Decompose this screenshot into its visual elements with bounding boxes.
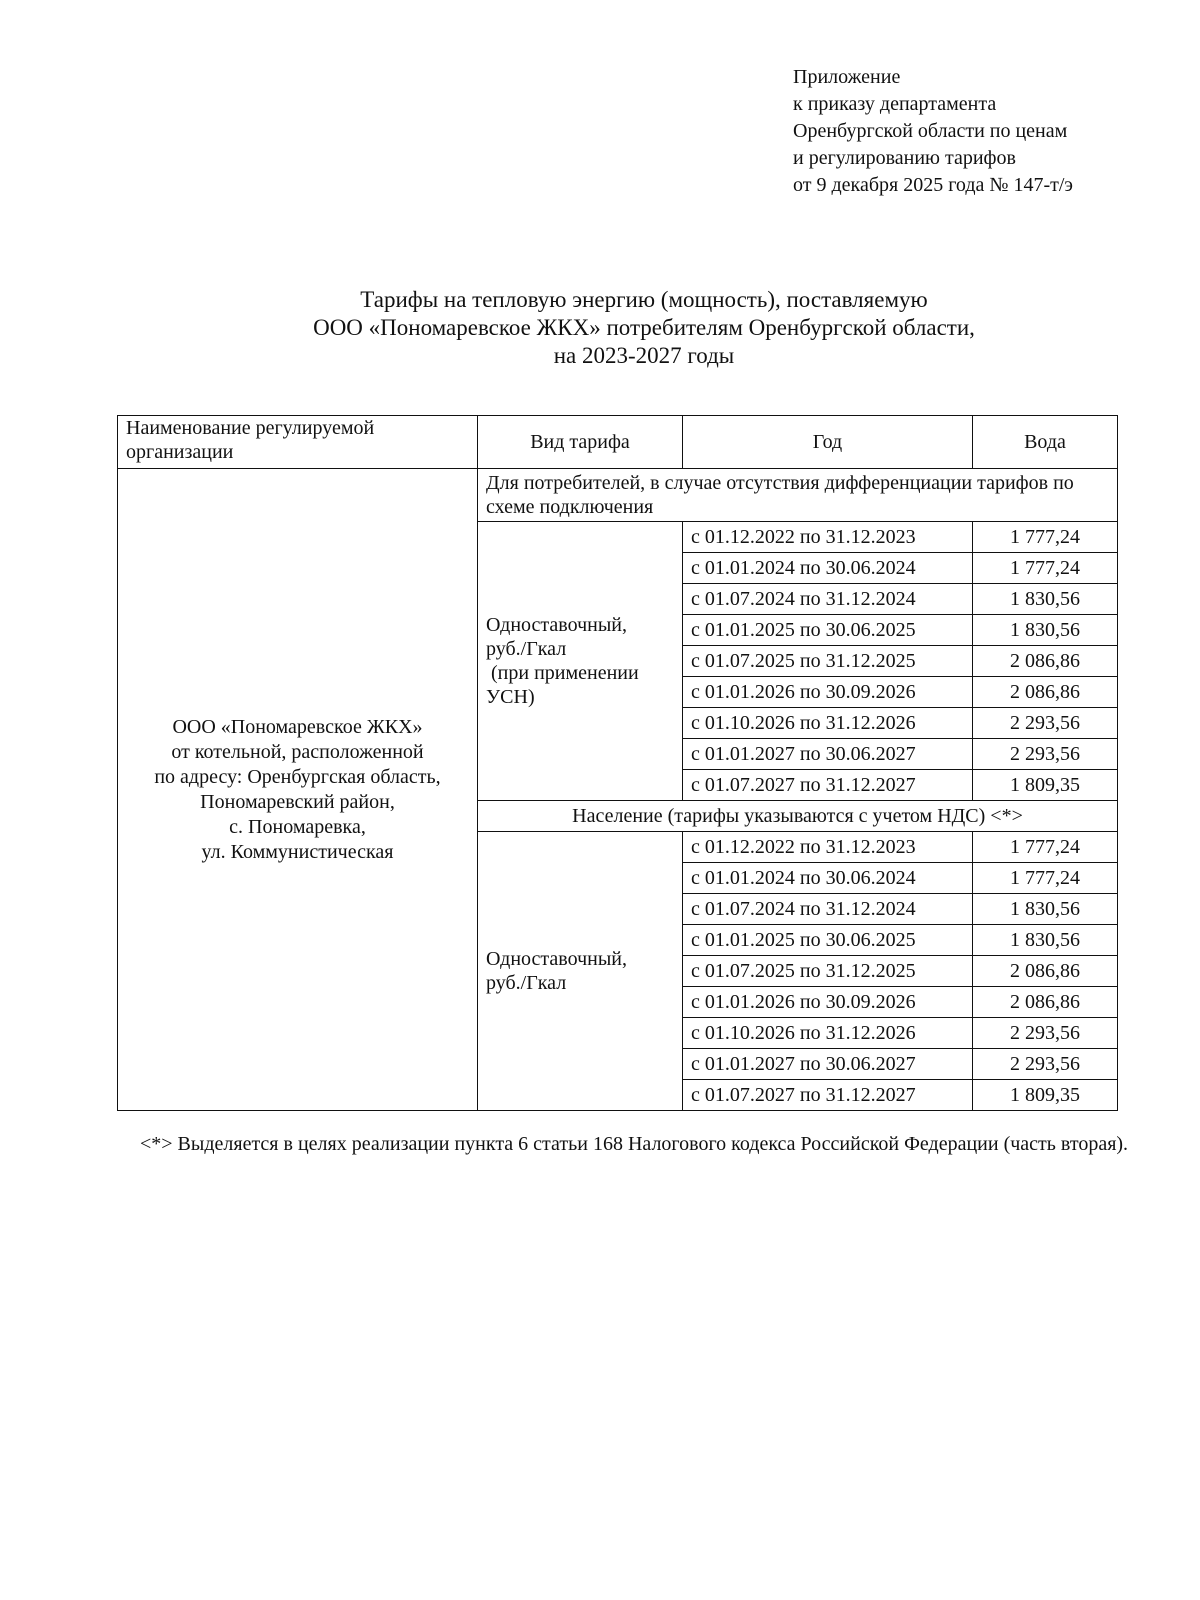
- header-year: Год: [683, 416, 973, 469]
- category-label: Для потребителей, в случае отсутствия дифференциации тарифов по схеме подключения: [478, 469, 1118, 522]
- title-line: Тарифы на тепловую энергию (мощность), поставляемую: [360, 287, 928, 312]
- value-cell: 2 293,56: [973, 1049, 1118, 1080]
- period-cell: с 01.07.2025 по 31.12.2025: [683, 646, 973, 677]
- period-cell: с 01.07.2024 по 31.12.2024: [683, 584, 973, 615]
- period-cell: с 01.01.2024 по 30.06.2024: [683, 863, 973, 894]
- header-organization: [118, 416, 478, 469]
- period-cell: с 01.07.2025 по 31.12.2025: [683, 956, 973, 987]
- value-cell: 1 777,24: [973, 522, 1118, 553]
- period-cell: с 01.07.2024 по 31.12.2024: [683, 894, 973, 925]
- period-cell: с 01.12.2022 по 31.12.2023: [683, 522, 973, 553]
- organization-line: Пономаревский район,: [200, 790, 395, 813]
- category-label: Население (тарифы указываются с учетом НДС) <*>: [478, 801, 1118, 832]
- value-cell: 2 293,56: [973, 1018, 1118, 1049]
- value-cell: 1 777,24: [973, 553, 1118, 584]
- value-cell: 1 830,56: [973, 925, 1118, 956]
- value-cell: 2 086,86: [973, 956, 1118, 987]
- appendix-line: к приказу департамента: [793, 93, 997, 115]
- organization-line: ул. Коммунистическая: [201, 840, 394, 863]
- title-line: на 2023-2027 годы: [553, 343, 735, 368]
- value-cell: 2 086,86: [973, 677, 1118, 708]
- organization-line: с. Пономаревка,: [229, 815, 366, 838]
- footnote: <*> Выделяется в целях реализации пункта 6 статьи 168 Налогового кодекса Российской Федерации (часть вторая).: [140, 1133, 1129, 1155]
- period-cell: с 01.10.2026 по 31.12.2026: [683, 1018, 973, 1049]
- organization-line: от котельной, расположенной: [171, 740, 424, 763]
- value-cell: 2 293,56: [973, 708, 1118, 739]
- value-cell: 2 293,56: [973, 739, 1118, 770]
- organization-cell: [118, 469, 478, 1111]
- value-cell: 1 830,56: [973, 584, 1118, 615]
- appendix-line: Приложение: [793, 66, 901, 88]
- appendix-line: от 9 декабря 2025 года № 147-т/э: [793, 174, 1073, 196]
- period-cell: с 01.01.2025 по 30.06.2025: [683, 925, 973, 956]
- tariff-type-line: Одноставочный,: [486, 614, 627, 636]
- period-cell: с 01.01.2026 по 30.09.2026: [683, 987, 973, 1018]
- value-cell: 1 809,35: [973, 1080, 1118, 1111]
- organization-line: ООО «Пономаревское ЖКХ»: [172, 715, 423, 738]
- tariff-type-cell: [478, 832, 683, 1111]
- value-cell: 1 777,24: [973, 832, 1118, 863]
- title-line: ООО «Пономаревское ЖКХ» потребителям Оренбургской области,: [313, 315, 975, 340]
- tariff-type-line: руб./Гкал: [486, 638, 567, 660]
- value-cell: 1 830,56: [973, 894, 1118, 925]
- period-cell: с 01.01.2027 по 30.06.2027: [683, 739, 973, 770]
- table-header-row: [118, 416, 1118, 469]
- period-cell: с 01.12.2022 по 31.12.2023: [683, 832, 973, 863]
- value-cell: 2 086,86: [973, 987, 1118, 1018]
- header-water: Вода: [973, 416, 1118, 469]
- period-cell: с 01.10.2026 по 31.12.2026: [683, 708, 973, 739]
- tariff-type-cell: [478, 522, 683, 801]
- tariff-type-line: УСН): [486, 686, 535, 708]
- header-org-line: организации: [126, 441, 234, 463]
- period-cell: с 01.01.2025 по 30.06.2025: [683, 615, 973, 646]
- header-org-line: Наименование регулируемой: [126, 417, 375, 439]
- period-cell: с 01.01.2027 по 30.06.2027: [683, 1049, 973, 1080]
- organization-line: по адресу: Оренбургская область,: [154, 765, 441, 788]
- value-cell: 1 809,35: [973, 770, 1118, 801]
- appendix-block: [793, 64, 1073, 199]
- period-cell: с 01.01.2026 по 30.09.2026: [683, 677, 973, 708]
- value-cell: 1 777,24: [973, 863, 1118, 894]
- tariff-type-line: (при применении: [486, 662, 639, 684]
- tariff-type-line: руб./Гкал: [486, 972, 567, 994]
- tariff-type-line: Одноставочный,: [486, 948, 627, 970]
- appendix-line: и регулированию тарифов: [793, 147, 1016, 169]
- appendix-line: Оренбургской области по ценам: [793, 120, 1068, 142]
- header-tariff-type: Вид тарифа: [478, 416, 683, 469]
- period-cell: с 01.07.2027 по 31.12.2027: [683, 1080, 973, 1111]
- period-cell: с 01.01.2024 по 30.06.2024: [683, 553, 973, 584]
- document-title: [118, 286, 1170, 370]
- period-cell: с 01.07.2027 по 31.12.2027: [683, 770, 973, 801]
- tariff-table: [117, 415, 1118, 1111]
- value-cell: 2 086,86: [973, 646, 1118, 677]
- value-cell: 1 830,56: [973, 615, 1118, 646]
- category-row: [118, 469, 1118, 522]
